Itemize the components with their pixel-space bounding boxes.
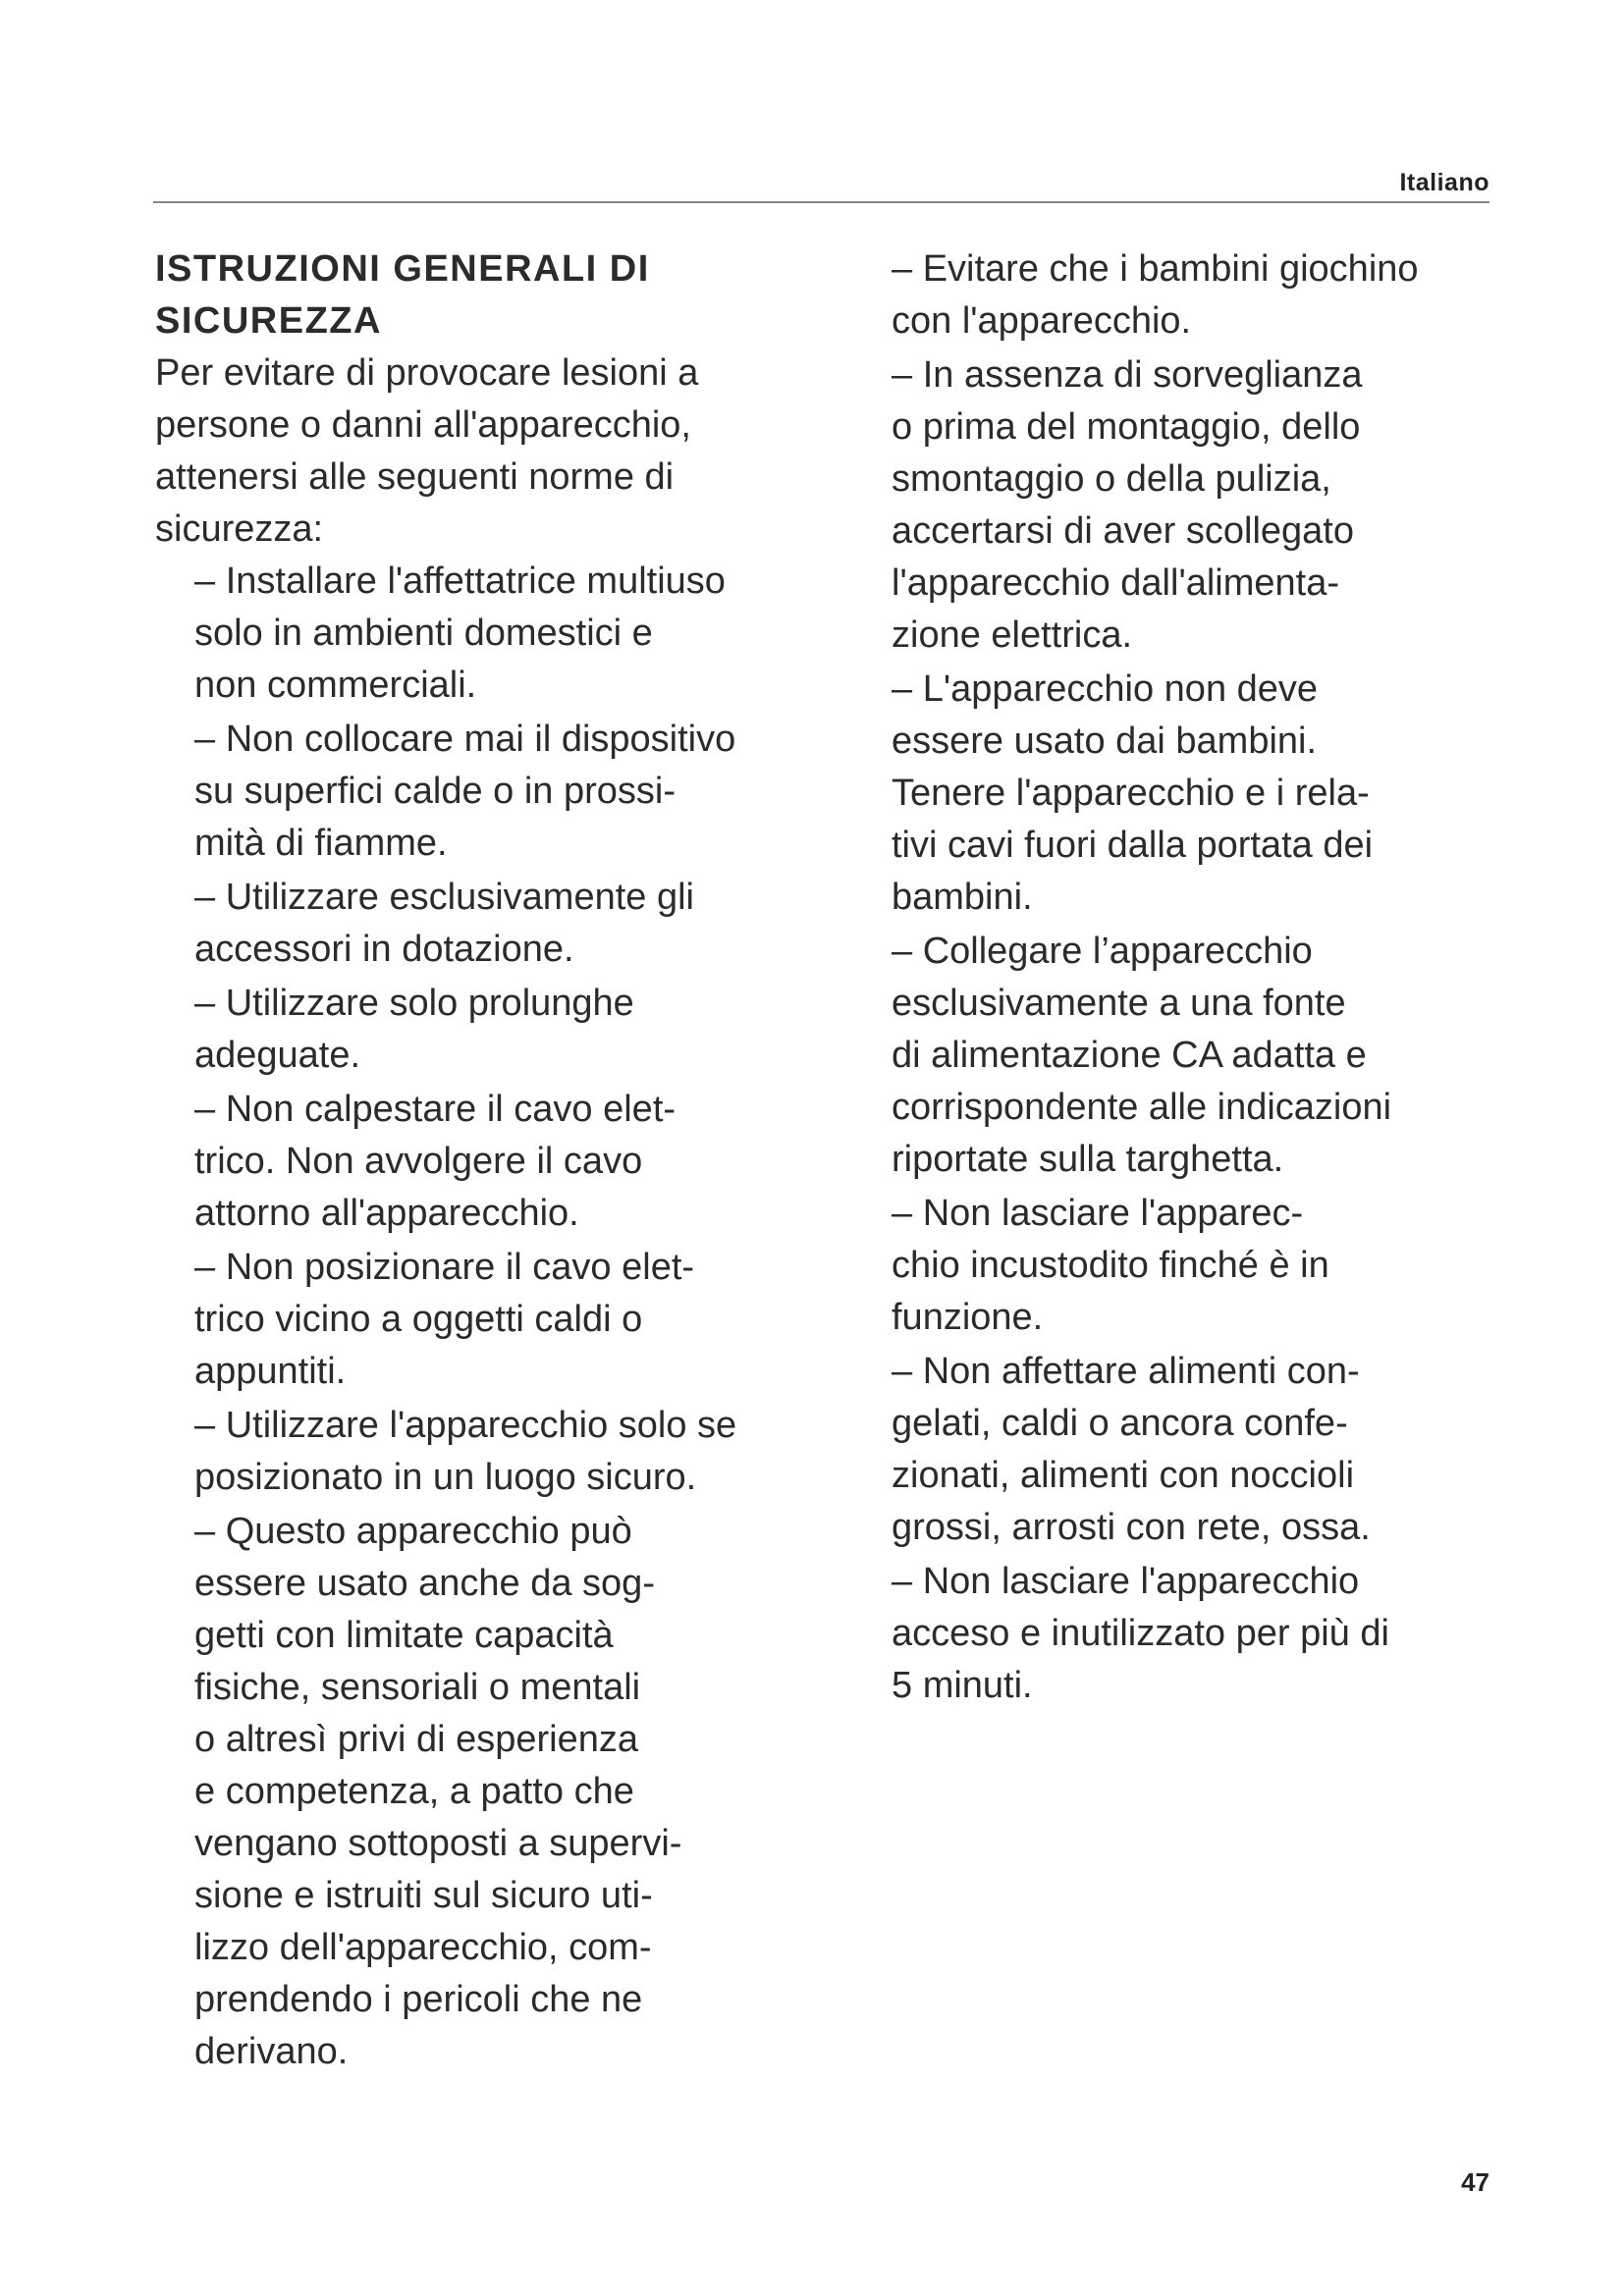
safety-item-line: tivi cavi fuori dalla portata dei — [892, 825, 1374, 866]
safety-item-line: – Non affettare alimenti con- — [892, 1351, 1360, 1392]
header-divider — [153, 201, 1489, 203]
safety-item-line: zione elettrica. — [892, 614, 1133, 656]
intro-paragraph — [155, 347, 842, 556]
safety-item-line: chio incustodito finché è in — [892, 1245, 1329, 1286]
safety-item-line: appuntiti. — [194, 1351, 347, 1392]
safety-item-line: e competenza, a patto che — [194, 1771, 634, 1812]
safety-item-line: sione e istruiti sul sicuro uti- — [194, 1875, 653, 1916]
safety-item-line: trico. Non avvolgere il cavo — [194, 1141, 643, 1182]
safety-item-line: prendendo i pericoli che ne — [194, 1979, 643, 2020]
intro-line: sicurezza: — [155, 508, 324, 550]
safety-item-line: accertarsi di aver scollegato — [892, 510, 1354, 552]
safety-item — [155, 714, 842, 870]
safety-item-line: esclusivamente a una fonte — [892, 983, 1346, 1024]
header-language: Italiano — [1399, 169, 1489, 196]
section-title — [155, 243, 842, 347]
safety-item-line: – Non posizionare il cavo elet- — [194, 1247, 695, 1288]
safety-item-line: o prima del montaggio, dello — [892, 406, 1361, 448]
safety-item-line: Tenere l'apparecchio e i rela- — [892, 773, 1370, 814]
safety-item-line: – In assenza di sorveglianza — [892, 354, 1363, 396]
safety-item-line: getti con limitate capacità — [194, 1615, 614, 1656]
safety-item-line: funzione. — [892, 1297, 1044, 1338]
safety-item-line: zionati, alimenti con noccioli — [892, 1455, 1355, 1496]
safety-item-line: riportate sulla targhetta. — [892, 1139, 1284, 1180]
safety-item-line: attorno all'apparecchio. — [194, 1193, 579, 1234]
safety-item-line: di alimentazione CA adatta e — [892, 1035, 1367, 1076]
safety-item-line: lizzo dell'apparecchio, com- — [194, 1927, 652, 1968]
safety-item-line: grossi, arrosti con rete, ossa. — [892, 1507, 1371, 1548]
safety-item — [884, 1346, 1512, 1554]
safety-item-line: – Non lasciare l'apparec- — [892, 1193, 1304, 1234]
safety-item-line: – L'apparecchio non deve — [892, 668, 1319, 710]
safety-item-line: – Installare l'affettatrice multiuso — [194, 561, 726, 602]
safety-item-line: – Collegare l’apparecchio — [892, 931, 1313, 972]
left-column — [155, 243, 842, 2080]
safety-item-line: – Non collocare mai il dispositivo — [194, 719, 736, 760]
safety-item — [155, 1400, 842, 1504]
right-column — [884, 243, 1512, 1714]
safety-item-line: essere usato dai bambini. — [892, 721, 1318, 762]
safety-item-line: essere usato anche da sog- — [194, 1563, 655, 1604]
left-safety-list — [155, 556, 842, 2078]
safety-item-line: smontaggio o della pulizia, — [892, 458, 1331, 500]
safety-item-line: – Non calpestare il cavo elet- — [194, 1089, 677, 1130]
safety-item-line: – Utilizzare esclusivamente gli — [194, 877, 694, 918]
safety-item-line: – Utilizzare l'apparecchio solo se — [194, 1405, 737, 1446]
safety-item — [155, 872, 842, 976]
safety-item — [884, 664, 1512, 924]
safety-item-line: posizionato in un luogo sicuro. — [194, 1457, 697, 1498]
safety-item-line: 5 minuti. — [892, 1665, 1033, 1706]
safety-item — [884, 1188, 1512, 1344]
safety-item-line: non commerciali. — [194, 665, 477, 706]
section-title-line: SICUREZZA — [155, 300, 382, 342]
safety-item-line: acceso e inutilizzato per più di — [892, 1613, 1389, 1654]
safety-item-line: su superfici calde o in prossi- — [194, 771, 676, 812]
safety-item-line: vengano sottoposti a supervi- — [194, 1823, 682, 1864]
safety-item-line: – Non lasciare l'apparecchio — [892, 1561, 1360, 1602]
intro-line: persone o danni all'apparecchio, — [155, 404, 691, 446]
right-safety-list — [884, 243, 1512, 1712]
safety-item-line: – Utilizzare solo prolunghe — [194, 983, 634, 1024]
safety-item-line: o altresì privi di esperienza — [194, 1719, 638, 1760]
safety-item-line: l'apparecchio dall'alimenta- — [892, 562, 1339, 604]
safety-item-line: adeguate. — [194, 1035, 361, 1076]
safety-item — [884, 243, 1512, 347]
safety-item — [884, 349, 1512, 662]
safety-item-line: corrispondente alle indicazioni — [892, 1087, 1392, 1128]
safety-item-line: derivano. — [194, 2031, 349, 2072]
safety-item-line: – Questo apparecchio può — [194, 1511, 632, 1552]
intro-line: Per evitare di provocare lesioni a — [155, 352, 699, 394]
safety-item-line: bambini. — [892, 877, 1033, 918]
safety-item — [155, 1242, 842, 1398]
safety-item — [155, 1084, 842, 1240]
safety-item-line: accessori in dotazione. — [194, 929, 574, 970]
intro-line: attenersi alle seguenti norme di — [155, 456, 675, 498]
page-number: 47 — [1461, 2167, 1489, 2197]
section-title-line: ISTRUZIONI GENERALI DI — [155, 248, 650, 290]
safety-item-line: solo in ambienti domestici e — [194, 613, 653, 654]
safety-item — [884, 926, 1512, 1186]
safety-item — [155, 556, 842, 712]
safety-item-line: mità di fiamme. — [194, 823, 448, 864]
safety-item-line: con l'apparecchio. — [892, 300, 1192, 342]
safety-item — [884, 1556, 1512, 1712]
safety-item — [155, 1506, 842, 2078]
safety-item-line: fisiche, sensoriali o mentali — [194, 1667, 641, 1708]
safety-item-line: gelati, caldi o ancora confe- — [892, 1403, 1348, 1444]
safety-item-line: – Evitare che i bambini giochino — [892, 248, 1419, 290]
safety-item — [155, 978, 842, 1082]
safety-item-line: trico vicino a oggetti caldi o — [194, 1299, 643, 1340]
